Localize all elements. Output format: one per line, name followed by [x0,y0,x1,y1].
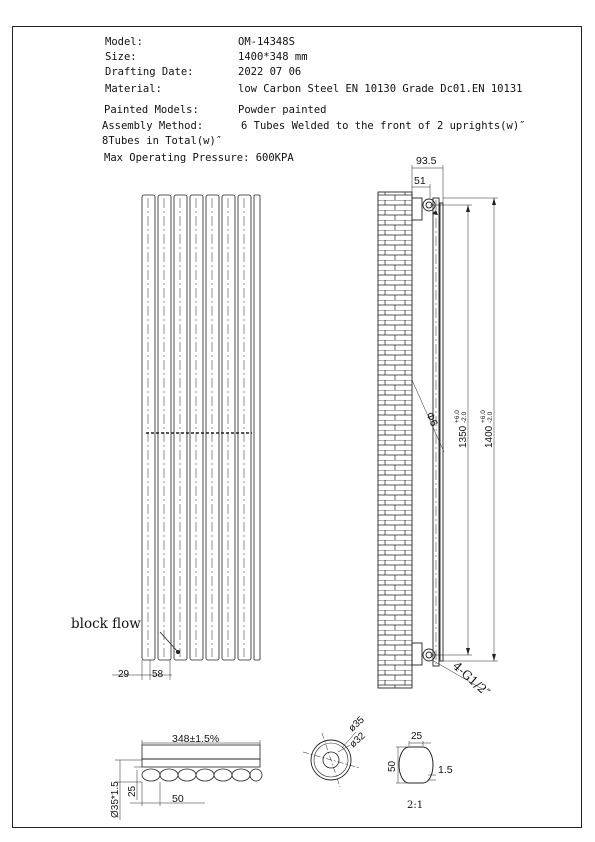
top-view-header [142,745,260,759]
material-value: low Carbon Steel EN 10130 Grade Dc01.EN 10131 [238,83,523,95]
block-flow-point [176,650,179,653]
bottom-bracket [412,643,422,665]
date-label: Drafting Date: [105,66,194,78]
top-bracket [412,198,422,220]
side-tube [440,203,443,661]
upright-dia-inner: ø32 [347,730,368,751]
dim-1400-tol-up: +6.0 [480,410,487,423]
block-flow-label: block flow [71,616,141,632]
dim-1350-tol-up: +6.0 [454,410,461,423]
connection-size: 4-G1/2″ [449,658,493,700]
side-view [378,165,498,690]
tube-section [396,741,436,783]
pipe-diameter: Φ6 [423,410,441,429]
material-label: Material: [105,83,162,95]
dim-1350: 1350 [458,425,469,448]
assembly-label: Assembly Method: [102,120,204,132]
model-value: OM-14348S [238,36,295,48]
size-value: 1400*348 mm [238,51,308,63]
date-value: 2022 07 06 [238,66,302,78]
top-width: 348±1.5% [172,733,220,745]
assembly-value: 6 Tubes Welded to the front of 2 uprights(w)″ [241,120,526,132]
upright-dia-outer: ø35 [346,714,367,735]
dim-29: 29 [118,669,130,680]
dim-1400: 1400 [484,425,495,448]
painted-label: Painted Models: [104,104,199,116]
tube-dim-25: 25 [411,731,423,742]
top-dim-50: 50 [172,793,184,805]
dim-51: 51 [414,175,426,187]
wall-bricks [378,192,412,688]
painted-value: Powder painted [238,104,327,116]
size-label: Size: [105,51,137,63]
dim-1400-tol-down: -2.0 [487,411,494,423]
scale-label: 2:1 [407,800,424,811]
block-flow-leader [160,632,178,652]
top-dim-25: 25 [127,785,138,797]
top-view-tubes [142,769,262,781]
dim-93-5: 93.5 [416,155,437,167]
top-dim-35: Ø35*1.5 [110,781,121,818]
tube-dim-50: 50 [387,760,398,772]
tube-profile [399,747,433,783]
tubes-total: 8Tubes in Total(w)″ [102,135,223,147]
front-tubes [142,195,260,660]
max-pressure: Max Operating Pressure: 600KPA [104,152,294,164]
top-view [115,740,262,820]
tube-dim-1-5: 1.5 [438,764,453,776]
model-label: Model: [105,36,143,48]
dim-1350-tol-down: -2.0 [461,411,468,423]
dim-58: 58 [152,669,164,680]
front-view [112,195,260,680]
